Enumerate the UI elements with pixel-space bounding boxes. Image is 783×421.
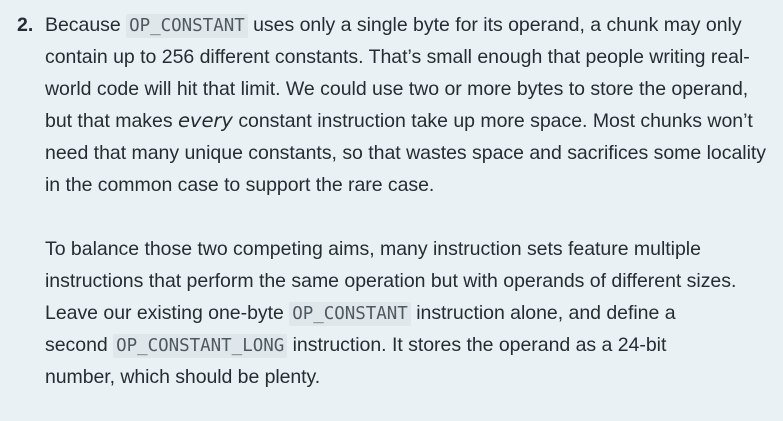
list-item-number: 2.: [17, 14, 34, 36]
text-line: [45, 329, 783, 361]
text-span: instruction alone, and define a: [410, 302, 676, 324]
text-span: instruction. It stores the operand as a 24-bit: [287, 334, 667, 356]
text-span: second: [45, 334, 114, 356]
paragraph-spacer: [45, 201, 783, 233]
text-line: instructions that perform the same operation but with operands of different sizes.: [45, 270, 737, 292]
text-span: constant instruction take up more space. Most chunks won’t: [232, 110, 753, 132]
text-line: [45, 9, 783, 41]
text-line: [45, 297, 783, 329]
text-line: [45, 105, 783, 137]
text-line: world code will hit that limit. We could use two or more bytes to store the operand,: [45, 78, 749, 100]
text-span: but that makes: [45, 110, 178, 132]
emphasis: every: [177, 109, 233, 132]
list-item-body: [45, 9, 783, 393]
paragraph-2: [45, 233, 783, 393]
inline-code: OP_CONSTANT: [289, 302, 411, 326]
text-line: number, which should be plenty.: [45, 366, 321, 388]
text-line: in the common case to support the rare case.: [45, 174, 435, 196]
inline-code: OP_CONSTANT_LONG: [113, 334, 287, 358]
inline-code: OP_CONSTANT: [126, 14, 248, 38]
paragraph-1: [45, 9, 783, 201]
text-span: uses only a single byte for its operand, a chunk may only: [247, 14, 742, 36]
text-line: need that many unique constants, so that wastes space and sacrifices some locality: [45, 142, 767, 164]
text-span: Leave our existing one-byte: [45, 302, 290, 324]
text-span: Because: [45, 14, 127, 36]
text-line: contain up to 256 different constants. That’s small enough that people writing real-: [45, 46, 750, 68]
text-line: To balance those two competing aims, many instruction sets feature multiple: [45, 238, 701, 260]
